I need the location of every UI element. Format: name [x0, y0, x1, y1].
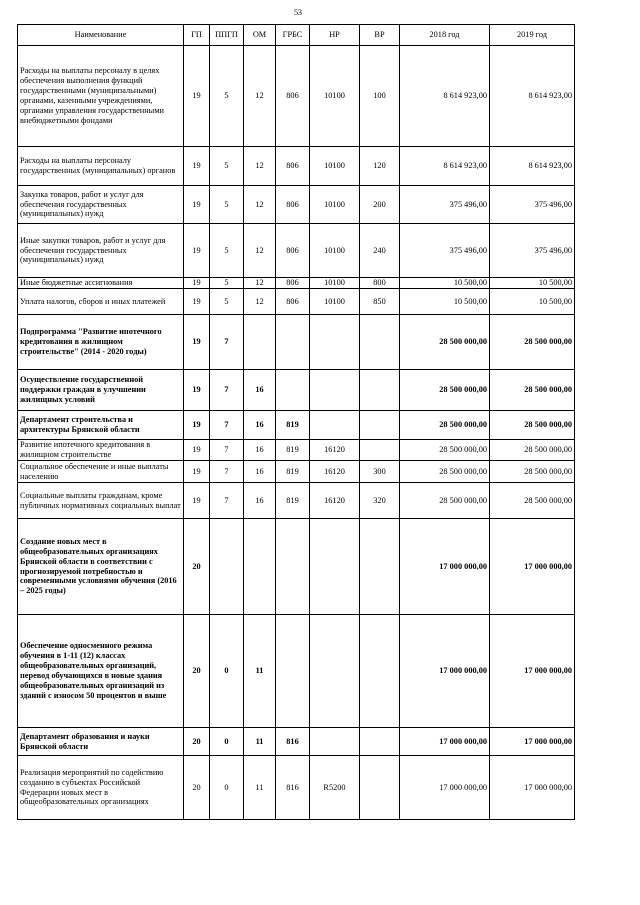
row-name: Осуществление государственной поддержки граждан в улучшении жилищных условий: [18, 370, 184, 411]
row-vr: 120: [360, 147, 400, 186]
row-name: Создание новых мест в общеобразовательных организациях Брянской области в соответствии с прогнозируемой потребностью и современными условиями обучения (2016 – 2025 годы): [18, 519, 184, 615]
row-ppgp: 7: [210, 370, 244, 411]
row-amount-2019: 10 500,00: [490, 278, 575, 289]
row-nr: [310, 315, 360, 370]
row-nr: 10100: [310, 289, 360, 315]
row-gp: 19: [184, 147, 210, 186]
row-grbs: 816: [276, 728, 310, 756]
row-grbs: 816: [276, 756, 310, 820]
row-gp: 19: [184, 224, 210, 278]
row-amount-2018: 28 500 000,00: [400, 483, 490, 519]
row-amount-2018: 8 614 923,00: [400, 147, 490, 186]
row-name: Социальные выплаты гражданам, кроме публичных нормативных социальных выплат: [18, 483, 184, 519]
row-amount-2019: 28 500 000,00: [490, 370, 575, 411]
table-row: [18, 186, 575, 224]
row-nr: 16120: [310, 461, 360, 483]
row-om: 12: [244, 224, 276, 278]
header-nr: НР: [310, 25, 360, 46]
header-vr: ВР: [360, 25, 400, 46]
row-ppgp: 5: [210, 147, 244, 186]
row-ppgp: [210, 519, 244, 615]
row-nr: R5200: [310, 756, 360, 820]
table-row: [18, 615, 575, 728]
row-nr: [310, 519, 360, 615]
row-gp: 19: [184, 411, 210, 440]
row-om: 12: [244, 46, 276, 147]
row-gp: 20: [184, 756, 210, 820]
table-row: [18, 411, 575, 440]
header-om: ОМ: [244, 25, 276, 46]
header-2018: 2018 год: [400, 25, 490, 46]
table-row: [18, 370, 575, 411]
row-om: 12: [244, 186, 276, 224]
table-row: [18, 483, 575, 519]
table-row: [18, 278, 575, 289]
row-vr: [360, 756, 400, 820]
table-row: [18, 440, 575, 461]
row-amount-2018: 10 500,00: [400, 289, 490, 315]
row-amount-2019: 28 500 000,00: [490, 461, 575, 483]
row-grbs: 819: [276, 440, 310, 461]
row-amount-2019: 17 000 000,00: [490, 756, 575, 820]
row-name: Иные закупки товаров, работ и услуг для обеспечения государственных (муниципальных) нужд: [18, 224, 184, 278]
row-amount-2019: 17 000 000,00: [490, 728, 575, 756]
row-grbs: [276, 315, 310, 370]
row-om: 11: [244, 728, 276, 756]
row-ppgp: 7: [210, 315, 244, 370]
row-gp: 19: [184, 483, 210, 519]
row-gp: 20: [184, 728, 210, 756]
budget-table: [17, 24, 575, 820]
row-om: 16: [244, 370, 276, 411]
row-name: Закупка товаров, работ и услуг для обеспечения государственных (муниципальных) нужд: [18, 186, 184, 224]
row-vr: 200: [360, 186, 400, 224]
table-row: [18, 147, 575, 186]
row-ppgp: 7: [210, 461, 244, 483]
row-vr: 100: [360, 46, 400, 147]
row-vr: 850: [360, 289, 400, 315]
row-om: [244, 519, 276, 615]
row-nr: 10100: [310, 224, 360, 278]
header-gp: ГП: [184, 25, 210, 46]
row-gp: 19: [184, 440, 210, 461]
row-name: Развитие ипотечного кредитования в жилищном строительстве: [18, 440, 184, 461]
row-amount-2018: 17 000 000,00: [400, 756, 490, 820]
row-amount-2018: 28 500 000,00: [400, 315, 490, 370]
table-header-row: [18, 25, 575, 46]
row-gp: 19: [184, 278, 210, 289]
table-row: [18, 519, 575, 615]
row-vr: 240: [360, 224, 400, 278]
row-amount-2018: 17 000 000,00: [400, 519, 490, 615]
row-ppgp: 7: [210, 483, 244, 519]
row-grbs: 806: [276, 186, 310, 224]
row-vr: [360, 728, 400, 756]
row-amount-2018: 17 000 000,00: [400, 728, 490, 756]
row-om: 12: [244, 278, 276, 289]
row-amount-2019: 10 500,00: [490, 289, 575, 315]
row-nr: 16120: [310, 440, 360, 461]
row-nr: 10100: [310, 147, 360, 186]
row-om: 12: [244, 147, 276, 186]
table-body: [18, 46, 575, 820]
row-amount-2018: 28 500 000,00: [400, 440, 490, 461]
row-om: 16: [244, 411, 276, 440]
page-number: 53: [294, 8, 302, 17]
row-vr: 320: [360, 483, 400, 519]
row-name: Департамент образования и науки Брянской области: [18, 728, 184, 756]
row-name: Социальное обеспечение и иные выплаты населению: [18, 461, 184, 483]
row-grbs: 806: [276, 289, 310, 315]
row-amount-2019: 17 000 000,00: [490, 519, 575, 615]
row-om: 16: [244, 483, 276, 519]
row-gp: 20: [184, 615, 210, 728]
table-row: [18, 728, 575, 756]
row-amount-2018: 28 500 000,00: [400, 411, 490, 440]
row-amount-2018: 17 000 000,00: [400, 615, 490, 728]
row-amount-2019: 8 614 923,00: [490, 147, 575, 186]
row-gp: 19: [184, 315, 210, 370]
row-nr: 10100: [310, 278, 360, 289]
header-ppgp: ППГП: [210, 25, 244, 46]
row-grbs: 806: [276, 278, 310, 289]
row-grbs: 819: [276, 411, 310, 440]
row-amount-2018: 375 496,00: [400, 224, 490, 278]
row-amount-2019: 28 500 000,00: [490, 315, 575, 370]
row-amount-2019: 8 614 923,00: [490, 46, 575, 147]
row-om: 11: [244, 756, 276, 820]
row-ppgp: 5: [210, 278, 244, 289]
row-nr: [310, 411, 360, 440]
row-amount-2019: 28 500 000,00: [490, 483, 575, 519]
row-nr: [310, 615, 360, 728]
row-grbs: [276, 519, 310, 615]
row-ppgp: 7: [210, 411, 244, 440]
row-nr: 10100: [310, 186, 360, 224]
row-nr: [310, 728, 360, 756]
row-nr: 10100: [310, 46, 360, 147]
row-vr: 300: [360, 461, 400, 483]
row-grbs: 806: [276, 46, 310, 147]
row-om: 12: [244, 289, 276, 315]
row-vr: [360, 440, 400, 461]
row-om: 11: [244, 615, 276, 728]
row-ppgp: 5: [210, 46, 244, 147]
row-grbs: 806: [276, 147, 310, 186]
row-name: Департамент строительства и архитектуры Брянской области: [18, 411, 184, 440]
row-amount-2018: 28 500 000,00: [400, 461, 490, 483]
table-row: [18, 756, 575, 820]
row-om: [244, 315, 276, 370]
row-name: Уплата налогов, сборов и иных платежей: [18, 289, 184, 315]
header-2019: 2019 год: [490, 25, 575, 46]
row-amount-2018: 8 614 923,00: [400, 46, 490, 147]
header-name: Наименование: [18, 25, 184, 46]
table-row: [18, 46, 575, 147]
row-grbs: [276, 615, 310, 728]
row-gp: 19: [184, 186, 210, 224]
header-grbs: ГРБС: [276, 25, 310, 46]
row-ppgp: 0: [210, 615, 244, 728]
row-amount-2019: 28 500 000,00: [490, 411, 575, 440]
table-row: [18, 315, 575, 370]
row-ppgp: 7: [210, 440, 244, 461]
row-name: Обеспечение односменного режима обучения в 1-11 (12) классах общеобразовательных организаций, перевод обучающихся в новые здания общеобразовательных организаций из зданий с износом 50 процентов и выше: [18, 615, 184, 728]
row-grbs: 819: [276, 483, 310, 519]
row-amount-2019: 17 000 000,00: [490, 615, 575, 728]
row-name: Иные бюджетные ассигнования: [18, 278, 184, 289]
row-ppgp: 5: [210, 289, 244, 315]
row-om: 16: [244, 440, 276, 461]
row-ppgp: 0: [210, 728, 244, 756]
row-grbs: [276, 370, 310, 411]
row-ppgp: 5: [210, 224, 244, 278]
row-ppgp: 0: [210, 756, 244, 820]
row-amount-2018: 375 496,00: [400, 186, 490, 224]
row-gp: 19: [184, 461, 210, 483]
row-vr: [360, 370, 400, 411]
row-om: 16: [244, 461, 276, 483]
row-ppgp: 5: [210, 186, 244, 224]
row-gp: 19: [184, 289, 210, 315]
row-vr: [360, 519, 400, 615]
row-amount-2018: 10 500,00: [400, 278, 490, 289]
row-amount-2019: 28 500 000,00: [490, 440, 575, 461]
row-gp: 20: [184, 519, 210, 615]
row-grbs: 806: [276, 224, 310, 278]
row-name: Расходы на выплаты персоналу в целях обеспечения выполнения функций государственными (муниципальными) органами, казенными учреждениями, органами управления государственными внебюджетными фондами: [18, 46, 184, 147]
row-name: Расходы на выплаты персоналу государственных (муниципальных) органов: [18, 147, 184, 186]
row-vr: [360, 615, 400, 728]
row-grbs: 819: [276, 461, 310, 483]
row-name: Подпрограмма "Развитие ипотечного кредитования в жилищном строительстве" (2014 - 2020 годы): [18, 315, 184, 370]
row-vr: 800: [360, 278, 400, 289]
row-gp: 19: [184, 370, 210, 411]
row-name: Реализация мероприятий по содействию созданию в субъектах Российской Федерации новых мест в общеобразовательных организациях: [18, 756, 184, 820]
table-row: [18, 461, 575, 483]
row-gp: 19: [184, 46, 210, 147]
row-vr: [360, 315, 400, 370]
row-nr: [310, 370, 360, 411]
row-nr: 16120: [310, 483, 360, 519]
table-row: [18, 224, 575, 278]
row-vr: [360, 411, 400, 440]
table-row: [18, 289, 575, 315]
row-amount-2018: 28 500 000,00: [400, 370, 490, 411]
row-amount-2019: 375 496,00: [490, 224, 575, 278]
row-amount-2019: 375 496,00: [490, 186, 575, 224]
